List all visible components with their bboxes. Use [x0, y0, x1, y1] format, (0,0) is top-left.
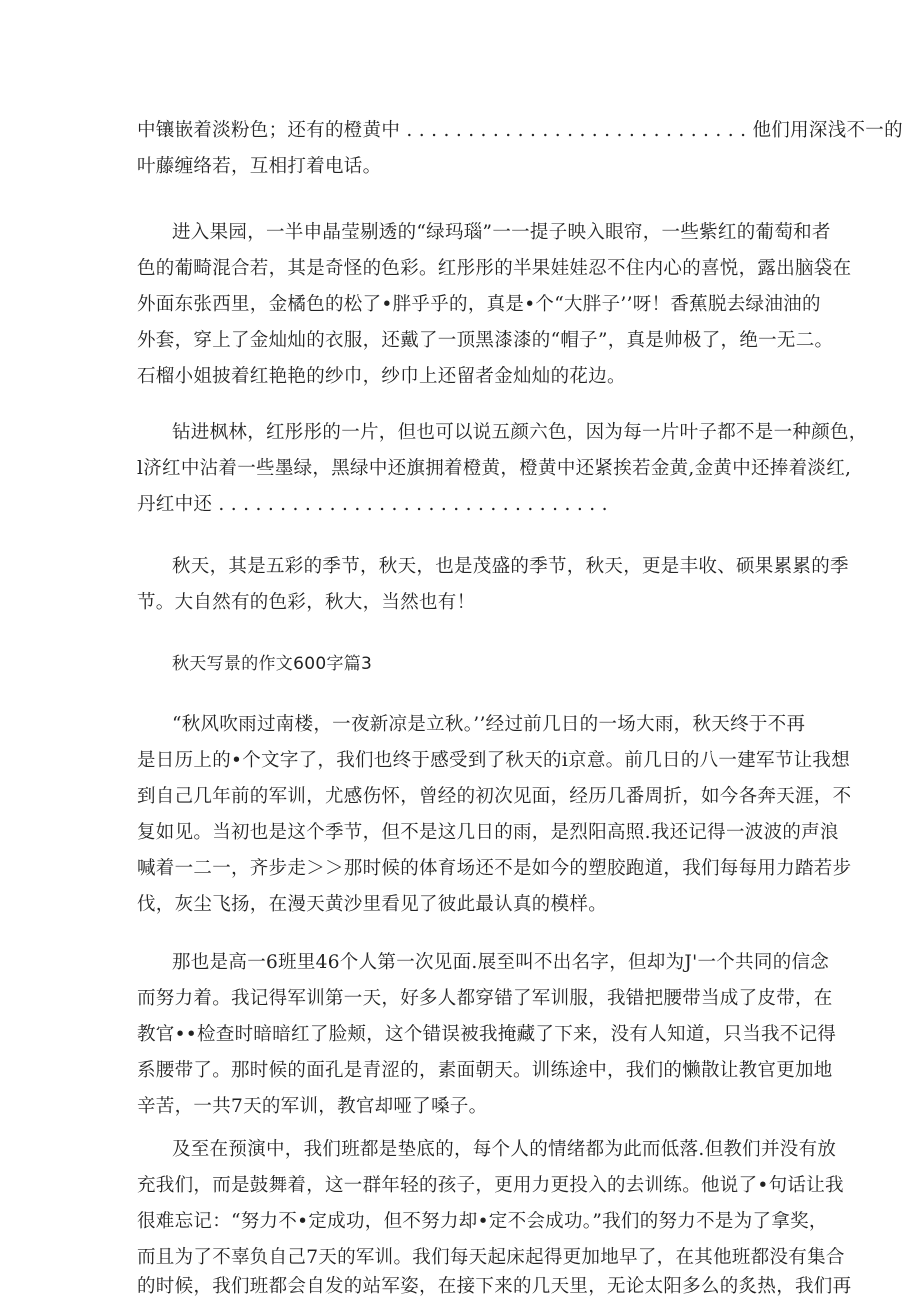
- text-line: 节。大自然有的色彩，秋大，当然也有！: [137, 592, 476, 613]
- text-line: 叶藤缠络若，互相打着电话。: [137, 156, 382, 177]
- text-line: 伐，灰尘飞扬，在漫天黄沙里看见了彼此最认真的模样。: [137, 894, 608, 915]
- text-line: 的时候，我们班都会自发的站军姿，在接下来的几天里，无论太阳多么的炙热，我们再: [137, 1276, 852, 1297]
- text-line: 系腰带了。那时候的面孔是青涩的，素面朝天。训练途中，我们的懒散让教官更加地: [137, 1060, 833, 1081]
- text-line: 喊着一二一，齐步走＞＞那时候的体育场还不是如今的塑胶跑道，我们每每用力踏若步: [137, 858, 852, 879]
- text-line: 中镶嵌着淡粉色；还有的橙黄中 . . . . . . . . . . . . . . . . . . . . . . . . . . . . 他们用深浅不一的: [137, 120, 903, 141]
- text-line: 石榴小姐披着红艳艳的纱巾，纱巾上还留者金灿灿的花边。: [137, 366, 626, 387]
- text-line: 钻进枫林，红彤彤的一片，但也可以说五颜六色，因为每一片叶子都不是一种颜色，: [172, 422, 868, 443]
- text-line: 而且为了不辜负自己7天的军训。我们每天起床起得更加地早了，在其他班都没有集合: [137, 1247, 845, 1268]
- text-line: 教官••检查时暗暗红了脸颊，这个错误被我掩藏了下来，没有人知道，只当我不记得: [137, 1024, 837, 1045]
- text-line: 色的葡畸混合若，其是奇怪的色彩。红彤彤的半果娃娃忍不住内心的喜悦，露出脑袋在: [137, 258, 852, 279]
- text-line: 及至在预演中，我们班都是垫底的，每个人的情绪都为此而低落.但教们并没有放: [172, 1139, 837, 1160]
- text-line: “秋风吹雨过南楼，一夜新凉是立秋。’’经过前几日的一场大雨，秋天终于不再: [172, 714, 806, 735]
- text-line: 是日历上的•个文字了，我们也终于感受到了秋天的i京意。前几日的八一建军节让我想: [137, 750, 851, 771]
- text-line: 外面东张西里，金橘色的松了•胖乎乎的，真是•个“大胖子’’呀！香蕉脱去绿油油的: [137, 294, 821, 315]
- text-line: 那也是高一6班里46个人第一次见面.展至叫不出名字，但却为J'一个共同的信念: [172, 952, 830, 973]
- text-line: 丹红中还 . . . . . . . . . . . . . . . . . . . . . . . . . . . . . . . .: [137, 494, 608, 515]
- text-line: 充我们，而是鼓舞着，这一群年轻的孩子，更用力更投入的去训练。他说了•句话让我: [137, 1175, 844, 1196]
- text-line: 进入果园，一半申晶莹剔透的“绿玛瑙”一一提子映入眼帘，一些紫红的葡萄和者: [172, 222, 831, 243]
- text-line: 复如见。当初也是这个季节，但不是这几日的雨，是烈阳高照.我还记得一波波的声浪: [137, 822, 839, 843]
- section-heading: 秋天写景的作文600字篇3: [172, 654, 373, 674]
- text-line: 辛苦，一共7天的军训，教官却哑了嗓子。: [137, 1096, 488, 1117]
- text-line: 而努力着。我记得军训第一天，好多人都穿错了军训服，我错把腰带当成了皮带，在: [137, 988, 833, 1009]
- text-line: 秋天，其是五彩的季节，秋天，也是茂盛的季节，秋天，更是丰收、硕果累累的季: [172, 556, 849, 577]
- text-line: l济红中沾着一些墨绿，黑绿中还旗拥着橙黄，橙黄中还紧挨若金黄,金黄中还捧着淡红,: [137, 458, 852, 479]
- text-line: 到自己几年前的军训，尤感伤怀，曾经的初次见面，经历几番周折，如今各奔天涯，不: [137, 786, 852, 807]
- text-line: 很难忘记：“努力不•定成功，但不努力却•定不会成功。”我们的努力不是为了拿奖，: [137, 1211, 828, 1232]
- text-line: 外套，穿上了金灿灿的衣服，还戴了一顶黑漆漆的“帽子”，真是帅极了，绝一无二。: [137, 330, 834, 351]
